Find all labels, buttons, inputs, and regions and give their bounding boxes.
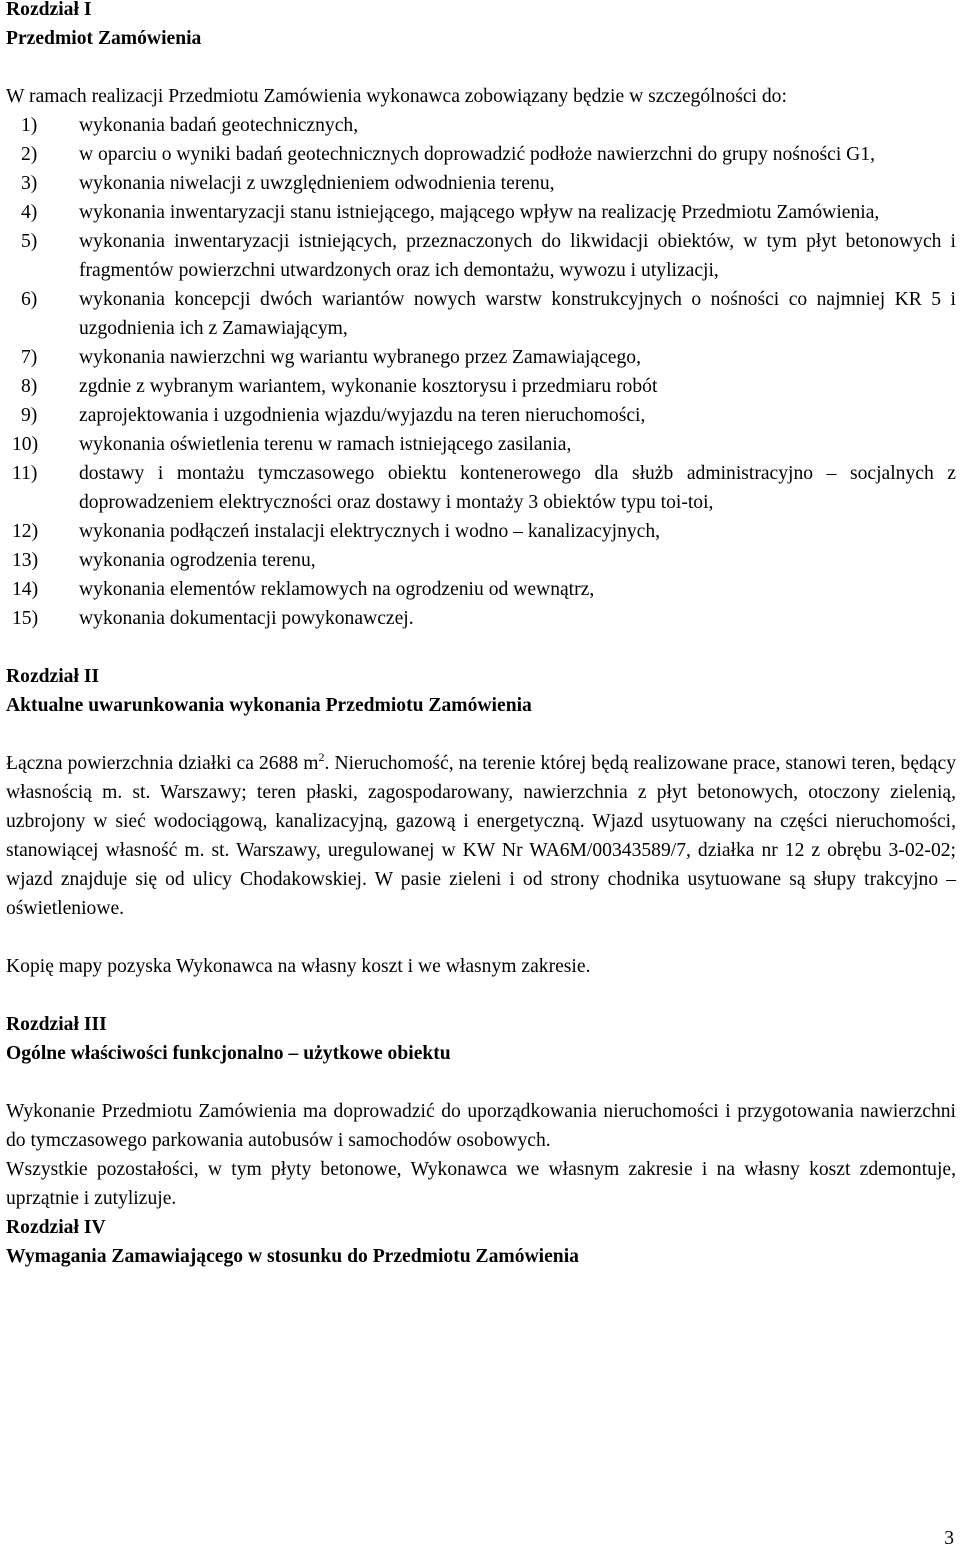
list-item	[6, 169, 956, 198]
list-item	[6, 430, 956, 459]
section-1-item-list	[6, 111, 956, 633]
list-item-text: w oparciu o wyniki badań geotechnicznych doprowadzić podłoże nawierzchni do grupy nośności G1,	[79, 144, 876, 165]
section-4	[6, 1213, 956, 1271]
list-item-text: wykonania nawierzchni wg wariantu wybranego przez Zamawiającego,	[79, 347, 641, 368]
list-item	[6, 517, 956, 546]
section-3-paragraph-1: Wykonanie Przedmiotu Zamówienia ma doprowadzić do uporządkowania nieruchomości i przygotowania nawierzchni do tymczasowego parkowania autobusów i samochodów osobowych.	[6, 1101, 956, 1151]
list-item-number: 14)	[12, 579, 39, 600]
list-item-text: wykonania badań geotechnicznych,	[79, 115, 359, 136]
section-4-title: Wymagania Zamawiającego w stosunku do Przedmiotu Zamówienia	[6, 1246, 579, 1267]
section-1-label: Rozdział I	[6, 0, 92, 20]
list-item-number: 13)	[12, 550, 39, 571]
list-item-text: dostawy i montażu tymczasowego obiektu kontenerowego dla służb administracyjno – socjalnych z doprowadzeniem elektryczności oraz dostawy i montaży 3 obiektów typu toi-toi,	[79, 463, 956, 513]
section-4-label: Rozdział IV	[6, 1217, 106, 1238]
page-number: 3	[944, 1528, 954, 1549]
section-2-paragraph-1-start: Łączna powierzchnia działki ca 2688 m	[6, 753, 319, 774]
section-3	[6, 1010, 956, 1213]
list-item-text: wykonania inwentaryzacji stanu istniejącego, mającego wpływ na realizację Przedmiotu Zamówienia,	[79, 202, 880, 223]
list-item-number: 10)	[12, 434, 39, 455]
list-item-number: 5)	[21, 231, 38, 252]
section-2-title: Aktualne uwarunkowania wykonania Przedmiotu Zamówienia	[6, 695, 532, 716]
list-item	[6, 111, 956, 140]
section-2-label: Rozdział II	[6, 666, 100, 687]
section-1	[6, 0, 956, 633]
list-item-number: 8)	[21, 376, 38, 397]
section-2-paragraph-2: Kopię mapy pozyska Wykonawca na własny koszt i we własnym zakresie.	[6, 956, 591, 977]
list-item-text: wykonania koncepcji dwóch wariantów nowych warstw konstrukcyjnych o nośności co najmniej KR 5 i uzgodnienia ich z Zamawiającym,	[79, 289, 956, 339]
list-item-text: zaprojektowania i uzgodnienia wjazdu/wyjazdu na teren nieruchomości,	[79, 405, 646, 426]
section-2-paragraph-1	[6, 749, 956, 923]
list-item-text: wykonania podłączeń instalacji elektrycznych i wodno – kanalizacyjnych,	[79, 521, 661, 542]
section-1-intro: W ramach realizacji Przedmiotu Zamówienia wykonawca zobowiązany będzie w szczególności do:	[6, 86, 787, 107]
list-item-text: wykonania oświetlenia terenu w ramach istniejącego zasilania,	[79, 434, 572, 455]
section-2-paragraph-1-rest: . Nieruchomość, na terenie której będą realizowane prace, stanowi teren, będący własnością m. st. Warszawy; teren płaski, zagospodarowany, nawierzchnia z płyt betonowych, otoczony zielenią, uzbrojony w sieć wodociągową, kanalizacyjną, gazową i energetyczną. Wjazd usytuowany na części nieruchomości, stanowiącej własność m. st. Warszawy, uregulowanej w KW Nr WA6M/00343589/7, działka nr 12 z obrębu 3-02-02; wjazd znajduje się od ulicy Chodakowskiej. W pasie zieleni i od strony chodnika usytuowane są słupy trakcyjno – oświetleniowe.	[6, 753, 956, 919]
list-item-number: 12)	[12, 521, 39, 542]
list-item	[6, 198, 956, 227]
list-item-number: 9)	[21, 405, 38, 426]
document-page	[6, 0, 956, 1271]
list-item-number: 2)	[21, 144, 38, 165]
list-item	[6, 227, 956, 285]
superscript: 2	[318, 750, 325, 764]
list-item	[6, 372, 956, 401]
list-item-number: 4)	[21, 202, 38, 223]
list-item	[6, 546, 956, 575]
list-item	[6, 459, 956, 517]
list-item-text: wykonania dokumentacji powykonawczej.	[79, 608, 414, 629]
section-2	[6, 662, 956, 981]
list-item-text: wykonania elementów reklamowych na ogrodzeniu od wewnątrz,	[79, 579, 595, 600]
list-item-number: 7)	[21, 347, 38, 368]
list-item	[6, 140, 956, 169]
list-item-text: wykonania ogrodzenia terenu,	[79, 550, 316, 571]
list-item-number: 6)	[21, 289, 38, 310]
list-item	[6, 604, 956, 633]
list-item	[6, 575, 956, 604]
list-item-text: wykonania inwentaryzacji istniejących, przeznaczonych do likwidacji obiektów, w tym płyt betonowych i fragmentów powierzchni utwardzonych oraz ich demontażu, wywozu i utylizacji,	[79, 231, 956, 281]
list-item-number: 1)	[21, 115, 38, 136]
list-item-text: wykonania niwelacji z uwzględnieniem odwodnienia terenu,	[79, 173, 555, 194]
section-3-title: Ogólne właściwości funkcjonalno – użytkowe obiektu	[6, 1043, 451, 1064]
section-3-label: Rozdział III	[6, 1014, 107, 1035]
list-item-number: 11)	[12, 463, 38, 484]
list-item	[6, 401, 956, 430]
list-item	[6, 285, 956, 343]
list-item-number: 3)	[21, 173, 38, 194]
list-item-number: 15)	[12, 608, 39, 629]
section-1-title: Przedmiot Zamówienia	[6, 28, 202, 49]
list-item-text: zgdnie z wybranym wariantem, wykonanie kosztorysu i przedmiaru robót	[79, 376, 658, 397]
section-3-paragraph-2: Wszystkie pozostałości, w tym płyty betonowe, Wykonawca we własnym zakresie i na własny koszt zdemontuje, uprzątnie i zutylizuje.	[6, 1159, 956, 1209]
list-item	[6, 343, 956, 372]
